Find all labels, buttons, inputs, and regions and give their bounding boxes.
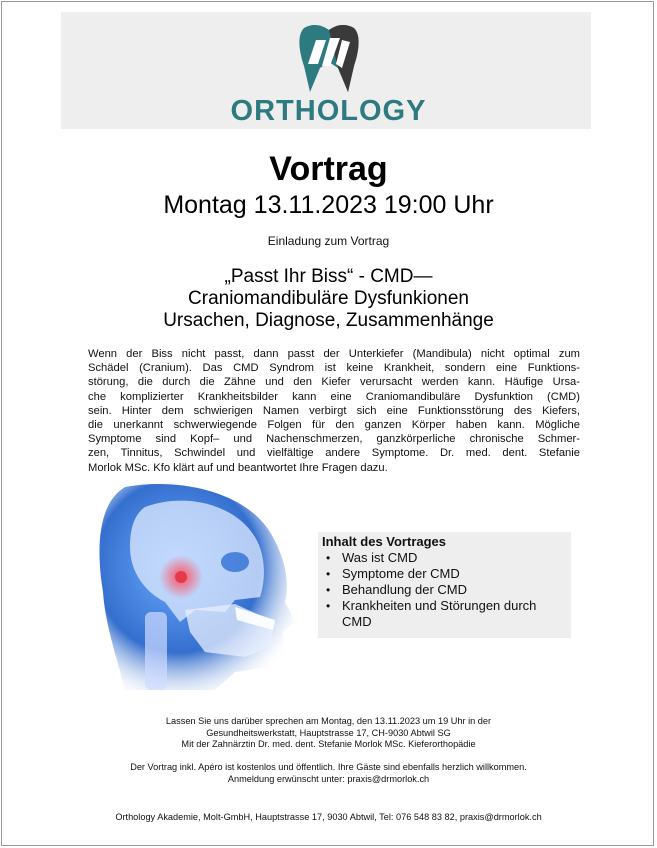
list-item: • Was ist CMD [326, 550, 418, 565]
brand-name: ORTHOLOGY [230, 95, 427, 127]
description-line: Morlok MSc. Kfo klärt auf und beantwortet Ihre Fragen dazu. [88, 461, 388, 474]
list-item: CMD [342, 614, 372, 629]
event-details-line: Lassen Sie uns darüber sprechen am Montag, den 13.11.2023 um 19 Uhr in der [165, 716, 492, 726]
bullet-icon: • [326, 551, 331, 565]
list-item: • Symptome der CMD [326, 566, 460, 581]
registration-line: Der Vortrag inkl. Apéro ist kostenlos und öffentlich. Ihre Gäste sind ebenfalls herzlich willkommen. [130, 762, 527, 772]
invitation-label: Einladung zum Vortrag [267, 234, 390, 248]
skull-xray-illustration [85, 482, 310, 690]
list-item: • Krankheiten und Störungen durch [326, 598, 537, 613]
description-line: Wenn der Biss nicht passt, dann passt der Unterkiefer (Mandibula) nicht optimal zum [88, 348, 580, 360]
description-line: Schädel (Cranium). Das CMD Syndrom ist keine Krankheit, sondern eine Funktions- [88, 362, 580, 375]
description-line: störung, die durch die Zähne und den Kiefer verursacht werden kann. Häufige Ursa- [88, 376, 580, 389]
description-line: sein. Hinter dem schwierigen Namen verbirgt sich eine Funktionsstörung des Kiefers, [88, 404, 580, 417]
description-text [88, 347, 580, 475]
contents-list [322, 550, 567, 630]
registration-line: Anmeldung erwünscht unter: praxis@drmorlok.ch [227, 773, 430, 784]
description-line: die unerkannt schwerwiegende Folgen für den ganzen Körper haben kann. Mögliche [88, 419, 580, 432]
contents-heading: Inhalt des Vortrages [322, 534, 447, 549]
talk-title-line: „Passt Ihr Biss“ - CMD— [224, 266, 433, 287]
registration-info [0, 762, 657, 785]
talk-title [0, 266, 657, 332]
description-line: che komplizierter Krankheitsbilder kann eine Craniomandibuläre Dysfunktion (CMD) [88, 390, 580, 403]
footer-contact: Orthology Akademie, Molt-GmbH, Hauptstrasse 17, 9030 Abtwil, Tel: 076 548 83 82, praxis@drmorlok.ch [115, 812, 542, 822]
bullet-icon: • [326, 599, 331, 613]
bullet-icon: • [326, 567, 331, 581]
list-item: • Behandlung der CMD [326, 582, 468, 597]
talk-title-line: Ursachen, Diagnose, Zusammenhänge [163, 310, 494, 331]
bullet-icon: • [326, 583, 331, 597]
event-details-line: Mit der Zahnärztin Dr. med. dent. Stefanie Morlok MSc. Kieferorthopädie [181, 739, 476, 749]
event-date: Montag 13.11.2023 19:00 Uhr [163, 191, 494, 219]
talk-title-line: Craniomandibuläre Dysfunkionen [188, 288, 469, 309]
description-line: zen, Tinnitus, Schwindel und vielfältige andere Symptome. Dr. med. dent. Stefanie [88, 447, 580, 460]
contents-box [318, 532, 571, 638]
event-title: Vortrag [269, 150, 388, 188]
tooth-logo-icon [296, 22, 362, 94]
description-line: Symptome sind Kopf– und Nachenschmerzen, ganzkörperliche chronische Schmer- [88, 433, 580, 446]
event-details-line: Gesundheitswerkstatt, Hauptstrasse 17, CH-9030 Abtwil SG [206, 727, 451, 738]
event-details [0, 716, 657, 751]
